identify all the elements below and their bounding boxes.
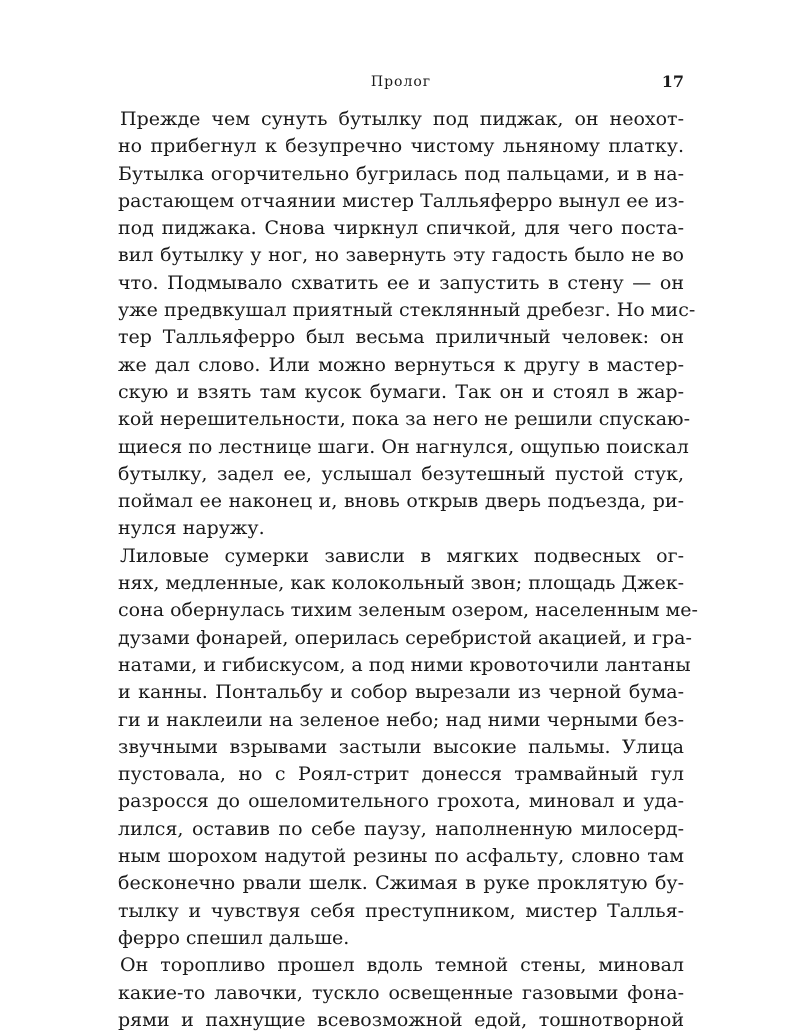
book-page bbox=[118, 66, 698, 1034]
text-line: уже предвкушал приятный стеклянный дребезг. Но мис- bbox=[118, 299, 696, 322]
text-line: звучными взрывами застыли высокие пальмы. Улица bbox=[118, 735, 684, 758]
text-line: нулся наружу. bbox=[118, 517, 265, 540]
running-title: Пролог bbox=[370, 74, 432, 90]
text-line: тылку и чувствуя себя преступником, мистер Таллья- bbox=[118, 899, 684, 922]
text-line: скую и взять там кусок бумаги. Так он и стоял в жар- bbox=[118, 380, 684, 403]
text-line: тер Талльяферро был весьма приличный человек: он bbox=[118, 326, 684, 349]
text-line: поймал ее наконец и, вновь открыв дверь подъезда, ри- bbox=[118, 490, 684, 513]
text-line: щиеся по лестнице шаги. Он нагнулся, ощупью поискал bbox=[118, 435, 689, 458]
text-line: вил бутылку у ног, но завернуть эту гадость было не во bbox=[118, 244, 684, 267]
body-text bbox=[118, 106, 698, 1034]
text-line: что. Подмывало схватить ее и запустить в стену — он bbox=[118, 271, 684, 294]
text-line: сона обернулась тихим зеленым озером, населенным ме- bbox=[118, 599, 698, 622]
text-line: бутылку, задел ее, услышал безутешный пустой стук, bbox=[118, 462, 684, 485]
text-line: разросся до ошеломительного грохота, миновал и уда- bbox=[118, 790, 684, 813]
text-line: лился, оставив по себе паузу, наполненную милосерд- bbox=[118, 817, 684, 840]
text-line: Он торопливо прошел вдоль темной стены, миновал bbox=[120, 954, 684, 977]
text-line: но прибегнул к безупречно чистому льняному платку. bbox=[118, 135, 684, 158]
page-number: 17 bbox=[661, 72, 684, 91]
text-line: растающем отчаянии мистер Талльяферро вынул ее из- bbox=[118, 189, 685, 212]
text-line: бесконечно рвали шелк. Сжимая в руке проклятую бу- bbox=[118, 872, 684, 895]
text-line: пустовала, но с Роял-стрит донесся трамвайный гул bbox=[118, 763, 684, 786]
text-line: ным шорохом надутой резины по асфальту, словно там bbox=[118, 845, 684, 868]
text-line: под пиджака. Снова чиркнул спичкой, для чего поста- bbox=[118, 217, 684, 240]
text-line: дузами фонарей, оперилась серебристой акацией, и гра- bbox=[118, 626, 692, 649]
paragraph bbox=[118, 543, 698, 952]
text-line: кой нерешительности, пока за него не решили спускаю- bbox=[118, 408, 690, 431]
text-line: же дал слово. Или можно вернуться к другу в мастер- bbox=[118, 353, 684, 376]
paragraph bbox=[118, 106, 696, 543]
paragraph bbox=[118, 952, 684, 1034]
running-header bbox=[118, 66, 684, 96]
text-line: рями и пахнущие всевозможной едой, тошнотворной bbox=[118, 1008, 684, 1031]
text-line: Прежде чем сунуть бутылку под пиджак, он неохот- bbox=[120, 108, 684, 130]
text-line: Бутылка огорчительно бугрилась под пальцами, и в на- bbox=[118, 162, 684, 185]
text-line: ги и наклеили на зеленое небо; над ними черными без- bbox=[118, 708, 684, 731]
text-line: Лиловые сумерки зависли в мягких подвесных ог- bbox=[120, 544, 684, 567]
text-line: ферро спешил дальше. bbox=[118, 926, 350, 949]
text-line: и канны. Понтальбу и собор вырезали из черной бума- bbox=[118, 681, 684, 704]
text-line: натами, и гибискусом, а под ними кровоточили лантаны bbox=[118, 653, 691, 676]
text-line: какие-то лавочки, тускло освещенные газовыми фона- bbox=[118, 981, 684, 1004]
text-line: нях, медленные, как колокольный звон; площадь Джек- bbox=[118, 572, 684, 595]
